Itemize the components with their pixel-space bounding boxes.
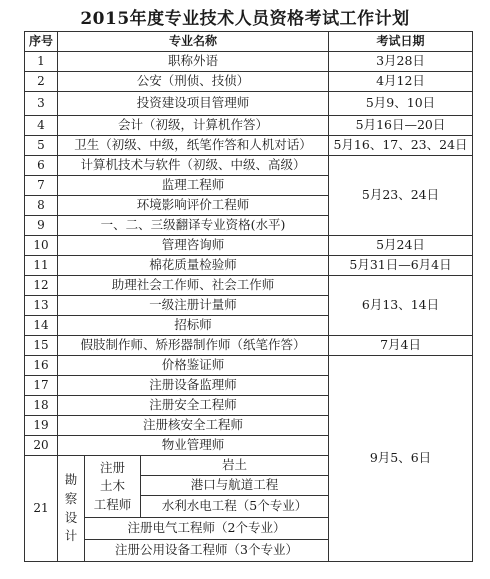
row-no: 20 [25, 436, 58, 456]
category-label [58, 456, 85, 562]
row-name: 注册核安全工程师 [58, 416, 329, 436]
row-date: 5月9、10日 [329, 92, 473, 116]
page-title: 2015年度专业技术人员资格考试工作计划 [80, 9, 410, 29]
row-no: 21 [25, 456, 58, 562]
row-no: 7 [25, 176, 58, 196]
row-name: 棉花质量检验师 [58, 256, 329, 276]
row-name: 监理工程师 [58, 176, 329, 196]
civil-item: 港口与航道工程 [141, 476, 329, 496]
group-date-6-9: 5月23、24日 [329, 156, 473, 236]
row-name: 招标师 [58, 316, 329, 336]
header-no: 序号 [25, 32, 58, 52]
header-date: 考试日期 [329, 32, 473, 52]
row-name: 一级注册计量师 [58, 296, 329, 316]
civil-engineer-text: 注册 土木 工程师 [93, 460, 132, 512]
row-no: 17 [25, 376, 58, 396]
table-row [25, 236, 473, 256]
table-row [25, 116, 473, 136]
row-no: 9 [25, 216, 58, 236]
exam-schedule-table [24, 31, 473, 562]
row-date: 5月24日 [329, 236, 473, 256]
row-no: 11 [25, 256, 58, 276]
row-date: 5月16、17、23、24日 [329, 136, 473, 156]
row-no: 4 [25, 116, 58, 136]
group-date-16-21: 9月5、6日 [329, 356, 473, 562]
row-name: 环境影响评价工程师 [58, 196, 329, 216]
row-no: 12 [25, 276, 58, 296]
table-row [25, 276, 473, 296]
table-row [25, 52, 473, 72]
row-name: 卫生（初级、中级，纸笔作答和人机对话） [58, 136, 329, 156]
row-name: 假肢制作师、矫形器制作师（纸笔作答） [58, 336, 329, 356]
row-name: 公安（刑侦、技侦） [58, 72, 329, 92]
row-no: 5 [25, 136, 58, 156]
row-date: 5月16日—20日 [329, 116, 473, 136]
row-name: 助理社会工作师、社会工作师 [58, 276, 329, 296]
row-name: 一、二、三级翻译专业资格(水平) [58, 216, 329, 236]
row-name: 注册安全工程师 [58, 396, 329, 416]
row-no: 16 [25, 356, 58, 376]
utilities-engineer: 注册公用设备工程师（3个专业） [85, 540, 329, 562]
table-row [25, 156, 473, 176]
civil-item: 水利水电工程（5个专业） [141, 496, 329, 518]
table-row [25, 336, 473, 356]
table-row [25, 92, 473, 116]
row-no: 14 [25, 316, 58, 336]
row-name: 管理咨询师 [58, 236, 329, 256]
row-name: 计算机技术与软件（初级、中级、高级） [58, 156, 329, 176]
row-no: 18 [25, 396, 58, 416]
row-date: 5月31日—6月4日 [329, 256, 473, 276]
category-text: 勘 察 设 计 [64, 472, 78, 544]
row-date: 4月12日 [329, 72, 473, 92]
table-row [25, 256, 473, 276]
row-no: 1 [25, 52, 58, 72]
table-row [25, 356, 473, 376]
table-row [25, 72, 473, 92]
row-name: 会计（初级，计算机作答） [58, 116, 329, 136]
electrical-engineer: 注册电气工程师（2个专业） [85, 518, 329, 540]
row-name: 物业管理师 [58, 436, 329, 456]
row-name: 注册设备监理师 [58, 376, 329, 396]
row-name: 职称外语 [58, 52, 329, 72]
row-no: 13 [25, 296, 58, 316]
row-no: 15 [25, 336, 58, 356]
row-name: 投资建设项目管理师 [58, 92, 329, 116]
row-name: 价格鉴证师 [58, 356, 329, 376]
table-row [25, 136, 473, 156]
row-no: 10 [25, 236, 58, 256]
civil-item: 岩土 [141, 456, 329, 476]
civil-engineer-label [85, 456, 141, 518]
row-date: 7月4日 [329, 336, 473, 356]
row-date: 3月28日 [329, 52, 473, 72]
row-no: 19 [25, 416, 58, 436]
header-name: 专业名称 [58, 32, 329, 52]
row-no: 2 [25, 72, 58, 92]
group-date-12-14: 6月13、14日 [329, 276, 473, 336]
row-no: 8 [25, 196, 58, 216]
row-no: 3 [25, 92, 58, 116]
row-no: 6 [25, 156, 58, 176]
